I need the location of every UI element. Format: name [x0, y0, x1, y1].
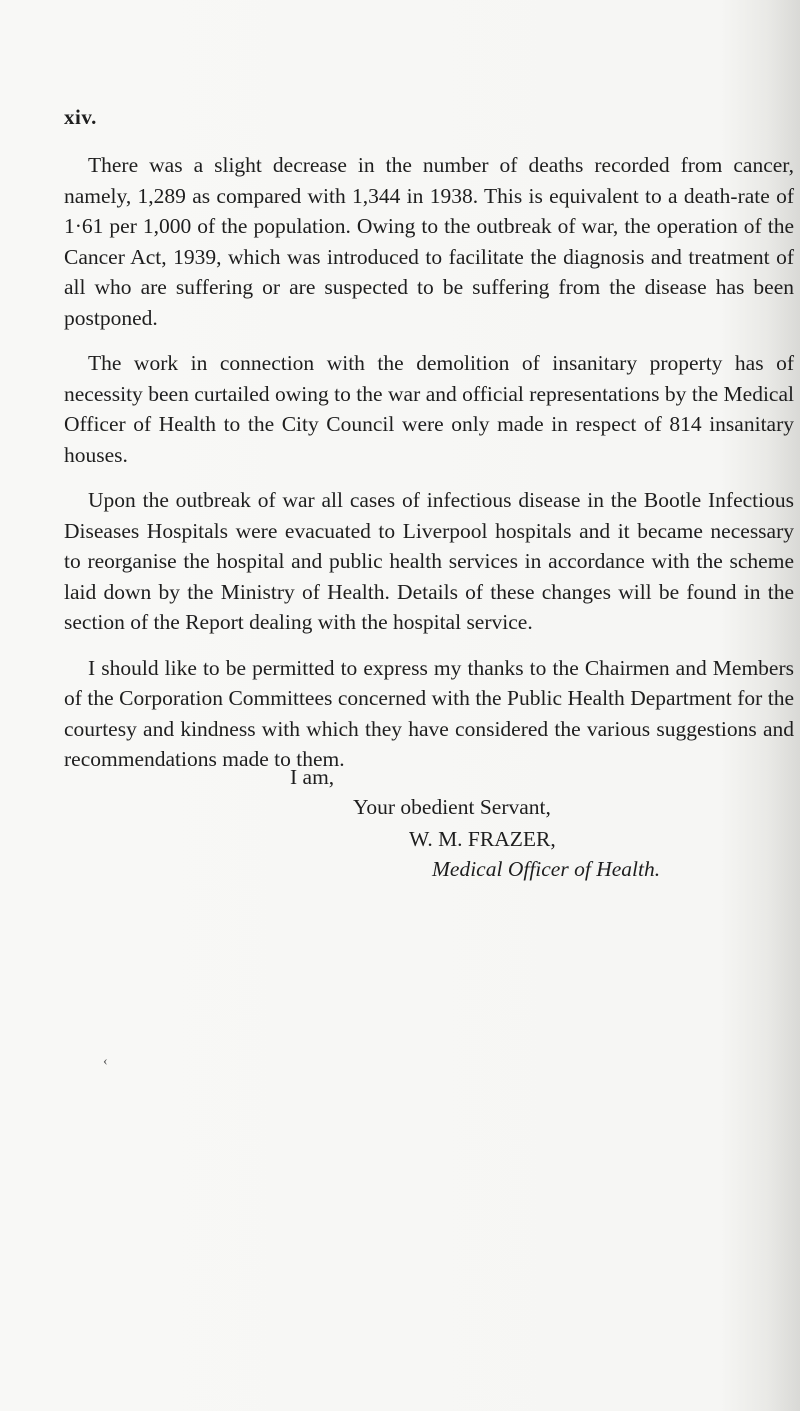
page-number: xiv. — [64, 105, 97, 129]
signatory-name: W. M. FRAZER, — [409, 827, 556, 851]
valediction: Your obedient Servant, — [353, 795, 551, 819]
signatory-title: Medical Officer of Health. — [432, 857, 661, 881]
paragraph-thanks: I should like to be permitted to express my thanks to the Chairmen and Members of the Corporation Committees concerned with the Public Health Department for the courtesy and kindness with which they have considered the various suggestions and recommendations made to them. — [64, 655, 794, 771]
paragraph-insanitary-property: The work in connection with the demolition of insanitary property has of necessity been curtailed owing to the war and official representations by the Medical Officer of Health to the City Council were only made in respect of 814 insanitary houses. — [64, 351, 794, 467]
stray-mark: ‹ — [103, 1054, 108, 1069]
letter-body — [64, 150, 794, 790]
salutation: I am, — [290, 765, 335, 789]
paragraph-cancer-deaths: There was a slight decrease in the number of deaths recorded from cancer, namely, 1,289 as compared with 1,344 in 1938. This is equivalent to a death-rate of 1·61 per 1,000 of the population. Owing to the outbreak of war, the operation of the Cancer Act, 1939, which was introduced to facilitate the diagnosis and treatment of all who are suffering or are suspected to be suffering from the disease has been postponed. — [64, 153, 794, 330]
paragraph-infectious-disease: Upon the outbreak of war all cases of infectious disease in the Bootle Infectious Diseases Hospitals were evacuated to Liverpool hospitals and it became necessary to reorganise the hospital and public health services in accordance with the scheme laid down by the Ministry of Health. Details of these changes will be found in the section of the Report dealing with the hospital service. — [64, 488, 794, 634]
